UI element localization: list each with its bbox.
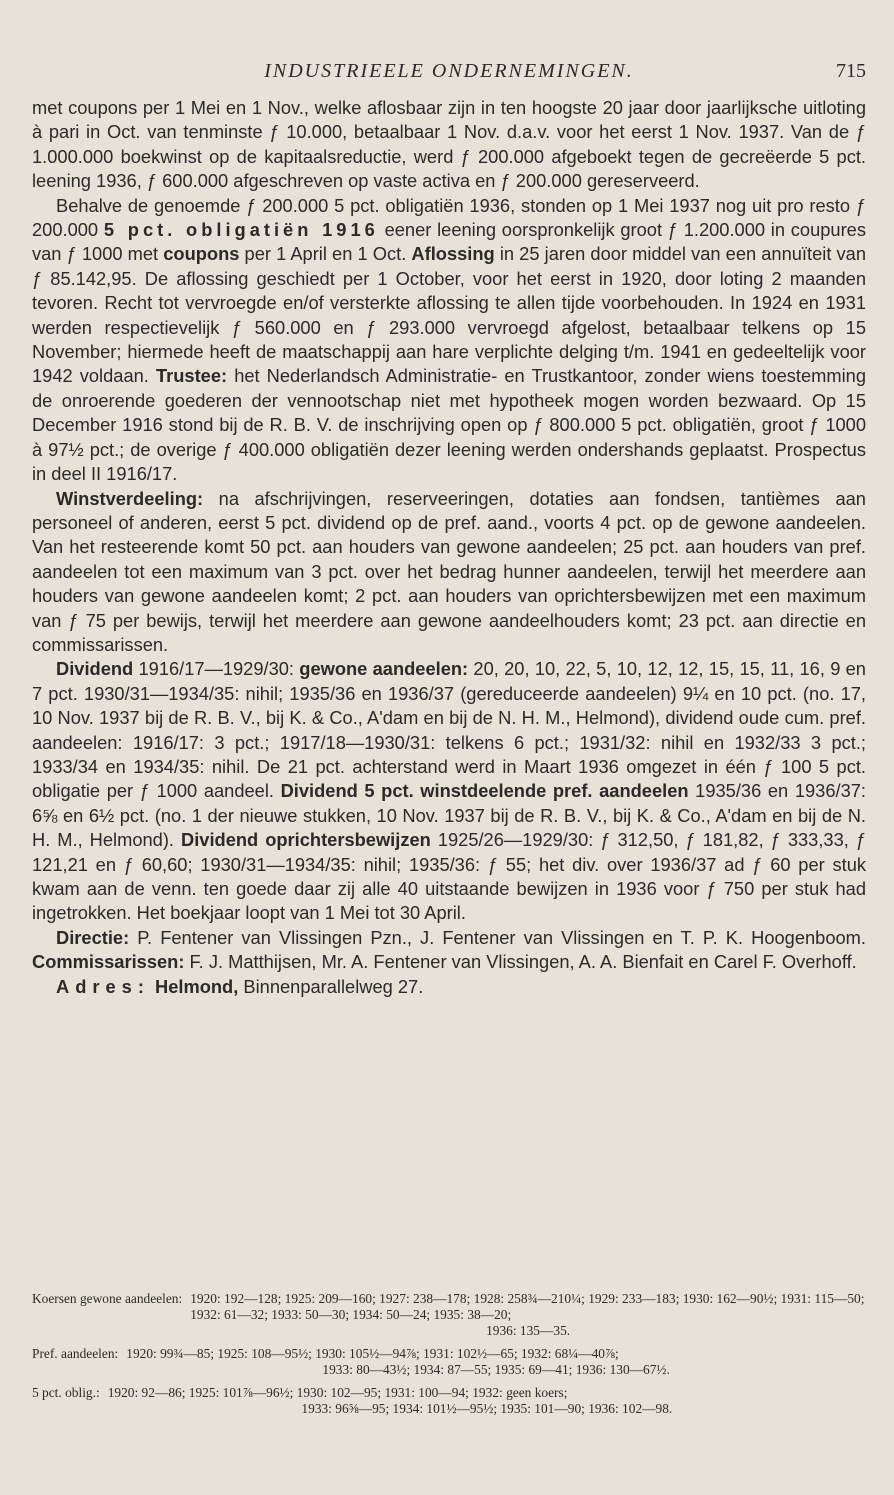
quote-label: Koersen gewone aandeelen:: [32, 1291, 183, 1306]
street: Binnenparallelweg 27.: [243, 975, 424, 997]
quote-values: 1920: 192—128; 1925: 209—160; 1927: 238—178; 1928: 258¾—210¼; 1929: 233—183; 1930: 162—90½; 1931: 115—50; 1932: 61—32; 1933: 50—30; 1934: 50—24; 1935: 38—20;: [190, 1291, 865, 1322]
coupons-label: coupons: [163, 243, 240, 265]
directie-label: Directie:: [56, 926, 130, 948]
page-header: [32, 60, 866, 90]
commissarissen-label: Commissarissen:: [32, 951, 185, 973]
quote-row-ordinary: [32, 1291, 866, 1339]
quote-values: 1920: 92—86; 1925: 101⅞—96½; 1930: 102—95; 1931: 100—94; 1932: geen koers;: [107, 1385, 568, 1400]
trustee-label: Trustee:: [155, 365, 228, 387]
quote-row-bonds: [32, 1385, 866, 1417]
paragraph-dividend: [32, 657, 866, 925]
quote-values-cont: 1933: 96⅝—95; 1934: 101½—95½; 1935: 101—90; 1936: 102—98.: [301, 1401, 673, 1416]
winstverdeeling-label: Winstverdeeling:: [56, 487, 204, 509]
adres-label: Adres:: [56, 975, 150, 997]
text-run: 1935/36 en 1936/37: 6⅝ en 6½ pct. (no. 1 der nieuwe stukken, 10 Nov. 1937 bij de R. B. V., bij K. & Co., A'dam en bij de N. H. M., Helmond).: [32, 780, 866, 851]
page-number: 715: [836, 60, 866, 82]
text-run: 20, 20, 10, 22, 5, 10, 12, 12, 15, 15, 11, 16, 9 en 7 pct. 1930/31—1934/35: nihil; 1935/36 en 1936/37 (gereduceerde aandeelen) 9¼ en 10 pct. (no. 17, 10 Nov. 1937 bij de R. B. V., bij K. & Co., A'dam en bij de N. H. M., Helmond), dividend oude cum. pref. aandeelen: 1916/17: 3 pct.; 1917/18—1930/31: telkens 6 pct.; 1931/32: nihil en 1932/33 3 pct.; 1933/34 en 1934/35: nihil. De 21 pct. achterstand werd in Maart 1936 omgezet in één ƒ 100 5 pct. obligatie per ƒ 1000 aandeel.: [32, 658, 866, 802]
paragraph-winstverdeeling: [32, 487, 866, 658]
text-run: per 1 April en 1 Oct.: [244, 243, 407, 265]
text-run: 1916/17—1929/30:: [138, 658, 295, 680]
quote-row-pref: [32, 1346, 866, 1378]
quote-values: 1920: 99¾—85; 1925: 108—95½; 1930: 105½—94⅞; 1931: 102½—65; 1932: 68¼—40⅞;: [126, 1346, 619, 1361]
paragraph-obligations: [32, 194, 866, 487]
oprichtersbewijzen-label: Dividend oprichtersbewijzen: [181, 829, 431, 851]
quote-label: 5 pct. oblig.:: [32, 1385, 100, 1400]
quotes-section: [32, 1291, 866, 1424]
obligations-heading: 5 pct. obligatiën 1916: [103, 219, 379, 241]
winstdeelende-label: Dividend 5 pct. winstdeelende pref. aandeelen: [280, 780, 689, 802]
text-run: eener leening oorspronkelijk groot ƒ 1.200.000 in coupures van ƒ 1000 met: [32, 219, 866, 265]
quote-values-cont: 1933: 80—43½; 1934: 87—55; 1935: 69—41; 1936: 130—67½.: [322, 1362, 670, 1377]
text-run: P. Fentener van Vlissingen Pzn., J. Fentener van Vlissingen en T. P. K. Hoogenboom.: [137, 926, 866, 948]
gewone-aandeelen-label: gewone aandeelen:: [299, 658, 469, 680]
paragraph: met coupons per 1 Mei en 1 Nov., welke aflosbaar zijn in ten hoogste 20 jaar door jaarlijksche uitloting à pari in Oct. van tenminste ƒ 10.000, betaalbaar 1 Nov. d.a.v. voor het eerst 1 Nov. 1937. Van de ƒ 1.000.000 boekwinst op de kapitaalsreductie, werd ƒ 200.000 afgeboekt tegen de gecreëerde 5 pct. leening 1936, ƒ 600.000 afgeschreven op vaste activa en ƒ 200.000 gereserveerd.: [32, 97, 866, 192]
aflossing-label: Aflossing: [411, 243, 495, 265]
text-run: 1925/26—1929/30: ƒ 312,50, ƒ 181,82, ƒ 333,33, ƒ 121,21 en ƒ 60,60; 1930/31—1934/35: nihil; 1935/36: ƒ 55; het div. over 1936/37 ad ƒ 60 per stuk kwam aan de venn. ten goede daar zij alle 40 uitstaande bewijzen in 1936 voor ƒ 750 per stuk had ingetrokken. Het boekjaar loopt van 1 Mei tot 30 April.: [32, 829, 866, 924]
dividend-label: Dividend: [56, 658, 134, 680]
text-run: F. J. Matthijsen, Mr. A. Fentener van Vlissingen, A. A. Bienfait en Carel F. Overhoff.: [189, 951, 857, 973]
quote-label: Pref. aandeelen:: [32, 1346, 119, 1361]
running-title: INDUSTRIEELE ONDERNEMINGEN.: [264, 60, 634, 82]
text-run: Behalve de genoemde ƒ 200.000 5 pct. obligatiën 1936, stonden op 1 Mei 1937 nog uit pro resto ƒ 200.000: [32, 194, 866, 241]
paragraph-adres: [32, 975, 866, 999]
quote-values-cont: 1936: 135—35.: [486, 1323, 571, 1338]
city: Helmond,: [155, 975, 239, 997]
text-run: in 25 jaren door middel van een annuïteit van ƒ 85.142,95. De aflossing geschiedt per 1 October, voor het eerst in 1920, door loting 2 maanden tevoren. Recht tot vervroegde en/of versterkte aflossing te allen tijde voorbehouden. In 1924 en 1931 werden respectievelijk ƒ 560.000 en ƒ 293.000 vervroegd afgelost, betaalbaar telkens op 15 November; hiermede heeft de maatschappij aan hare verplichte delging t/m. 1941 en gedeeltelijk voor 1942 voldaan.: [32, 243, 866, 387]
body-text: [32, 96, 866, 999]
paragraph-directie: [32, 926, 866, 975]
text-run: het Nederlandsch Administratie- en Trustkantoor, zonder wiens toestemming de onroerende goederen der vennootschap niet met hypotheek mogen worden bezwaard. Op 15 December 1916 stond bij de R. B. V. de inschrijving open op ƒ 800.000 5 pct. obligatiën, groot ƒ 1000 à 97½ pct.; de overige ƒ 400.000 obligatiën dezer leening werden ondershands geplaatst. Prospectus in deel II 1916/17.: [32, 365, 866, 485]
text-run: na afschrijvingen, reserveeringen, dotaties aan fondsen, tantièmes aan personeel of anderen, eerst 5 pct. dividend op de pref. aand., voorts 4 pct. op de gewone aandeelen. Van het resteerende komt 50 pct. aan houders van gewone aandeelen; 25 pct. aan houders van pref. aandeelen tot een maximum van 3 pct. over het bedrag hunner aandeelen, terwijl het meerdere aan houders van gewone aandeelen komt; 2 pct. aan houders van oprichtersbewijzen met een maximum van ƒ 75 per bewijs, terwijl het meerdere aan gewone aandeelhouders komt; 23 pct. aan directie en commissarissen.: [32, 487, 866, 655]
